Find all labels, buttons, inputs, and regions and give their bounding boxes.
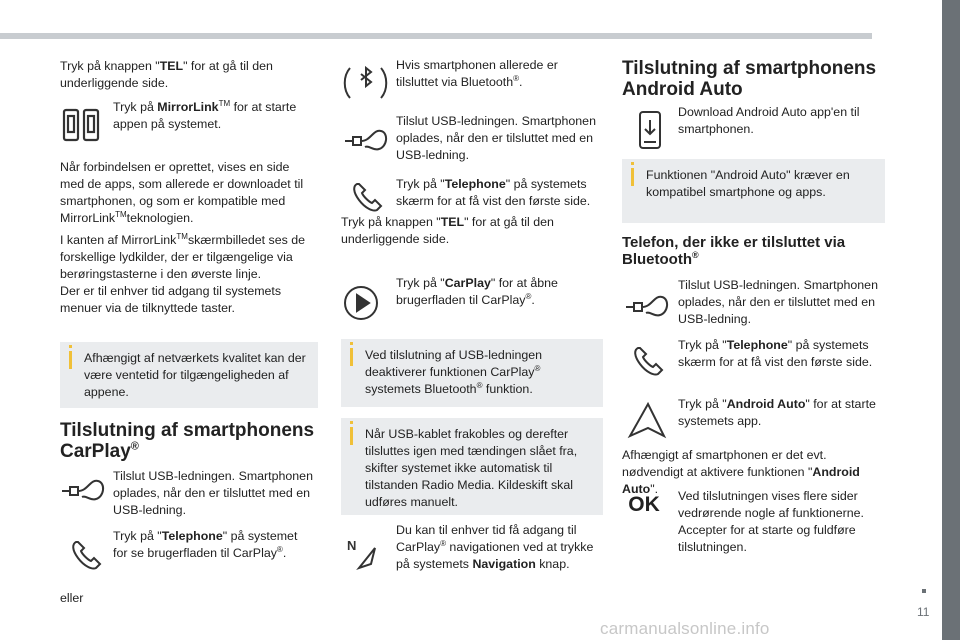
carplay-instruction: Tryk på "CarPlay" for at åbne brugerfladen til CarPlay®. bbox=[396, 276, 558, 307]
tel-instruction: Tryk på knappen "TEL" for at gå til den underliggende side. bbox=[60, 59, 273, 90]
navigation-icon bbox=[341, 530, 391, 576]
bluetooth-instruction: Hvis smartphonen allerede er tilsluttet via Bluetooth®. bbox=[396, 58, 558, 89]
usb-cable-icon bbox=[341, 117, 391, 163]
smartphone-download-icon bbox=[626, 108, 676, 154]
no-bluetooth-subheading: Telefon, der ikke er tilsluttet via Bluetooth® bbox=[622, 234, 846, 268]
info-icon bbox=[350, 342, 353, 345]
network-note: Afhængigt af netværkets kvalitet kan der være ventetid for tilgængeligheden af appene. bbox=[60, 342, 318, 408]
phone-handset-icon bbox=[626, 338, 676, 384]
carplay-heading: Tilslutning af smartphonens CarPlay® bbox=[60, 420, 315, 462]
navigation-instruction: Du kan til enhver tid få adgang til CarPlay® navigationen ved at trykke på systemets Navigation knap. bbox=[396, 523, 594, 571]
tel-instruction: Tryk på knappen "TEL" for at gå til den underliggende side. bbox=[341, 215, 554, 246]
usb-instruction: Tilslut USB-ledningen. Smartphonen oplades, når den er tilsluttet med en USB-ledning. bbox=[396, 114, 596, 162]
telephone-instruction: Tryk på "Telephone" på systemets skærm for at få vist den første side. bbox=[678, 338, 873, 369]
activation-paragraph: Afhængigt af smartphonen er det evt. nødvendigt at aktivere funktionen "Android Auto". bbox=[622, 448, 860, 496]
ok-icon: OK bbox=[628, 493, 660, 516]
watermark: carmanualsonline.info bbox=[600, 619, 770, 638]
carplay-bluetooth-note: Ved tilslutning af USB-ledningen deaktiverer funktionen CarPlay® systemets Bluetooth® funktion. bbox=[341, 339, 603, 407]
usb-cable-icon bbox=[622, 283, 672, 329]
download-instruction: Download Android Auto app'en til smartphonen. bbox=[678, 105, 860, 136]
android-auto-icon bbox=[622, 398, 672, 444]
usb-cable-icon bbox=[58, 467, 108, 513]
ok-instruction: Ved tilslutningen vises flere sider vedrørende nogle af funktionerne. Accepter for at starte og fuldføre tilslutningen. bbox=[678, 489, 864, 554]
eller-text: eller bbox=[60, 591, 84, 605]
bluetooth-icon bbox=[341, 60, 391, 106]
sources-paragraph: I kanten af MirrorLink™skærmbilledet ses de forskellige lydkilder, der er tilgængelige via berøringstasterne i den øverste linje. Der er til enhver tid adgang til systemets menuer via de tilknyttede taster. bbox=[60, 231, 306, 315]
info-icon bbox=[350, 421, 353, 424]
android-auto-note: Funktionen "Android Auto" kræver en kompatibel smartphone og apps. bbox=[622, 159, 885, 223]
android-auto-instruction: Tryk på "Android Auto" for at starte systemets app. bbox=[678, 397, 876, 428]
usb-reconnect-note: Når USB-kablet frakobles og derefter tilsluttes igen med tændingen slået fra, skifter systemet ikke automatisk til tilstanden Radio Media. Kildeskift skal udføres manuelt. bbox=[341, 418, 603, 515]
info-icon bbox=[69, 345, 72, 348]
phone-handset-icon bbox=[64, 532, 114, 578]
mirrorlink-instruction: Tryk på MirrorLink™ for at starte appen på systemet. bbox=[113, 98, 297, 131]
connection-paragraph: Når forbindelsen er oprettet, vises en side med de apps, som allerede er downloadet til smartphonen, og som er kompatible med MirrorLink™teknologien. bbox=[60, 160, 304, 225]
top-rule bbox=[0, 33, 872, 39]
page-marker bbox=[922, 589, 926, 593]
side-tab bbox=[942, 0, 960, 640]
carplay-play-icon bbox=[341, 280, 391, 326]
usb-instruction: Tilslut USB-ledningen. Smartphonen oplades, når den er tilsluttet med en USB-ledning. bbox=[678, 278, 878, 326]
android-auto-heading: Tilslutning af smartphonens Android Auto bbox=[622, 58, 877, 100]
telephone-instruction: Tryk på "Telephone" på systemets skærm for at få vist den første side. bbox=[396, 177, 591, 208]
mirrorlink-icon bbox=[58, 104, 108, 150]
usb-instruction: Tilslut USB-ledningen. Smartphonen oplades, når den er tilsluttet med en USB-ledning. bbox=[113, 469, 313, 517]
telephone-instruction: Tryk på "Telephone" på systemet for se brugerfladen til CarPlay®. bbox=[113, 529, 298, 560]
info-icon bbox=[631, 162, 634, 165]
svg-text:N: N bbox=[347, 538, 357, 553]
page-number: 11 bbox=[917, 605, 930, 619]
